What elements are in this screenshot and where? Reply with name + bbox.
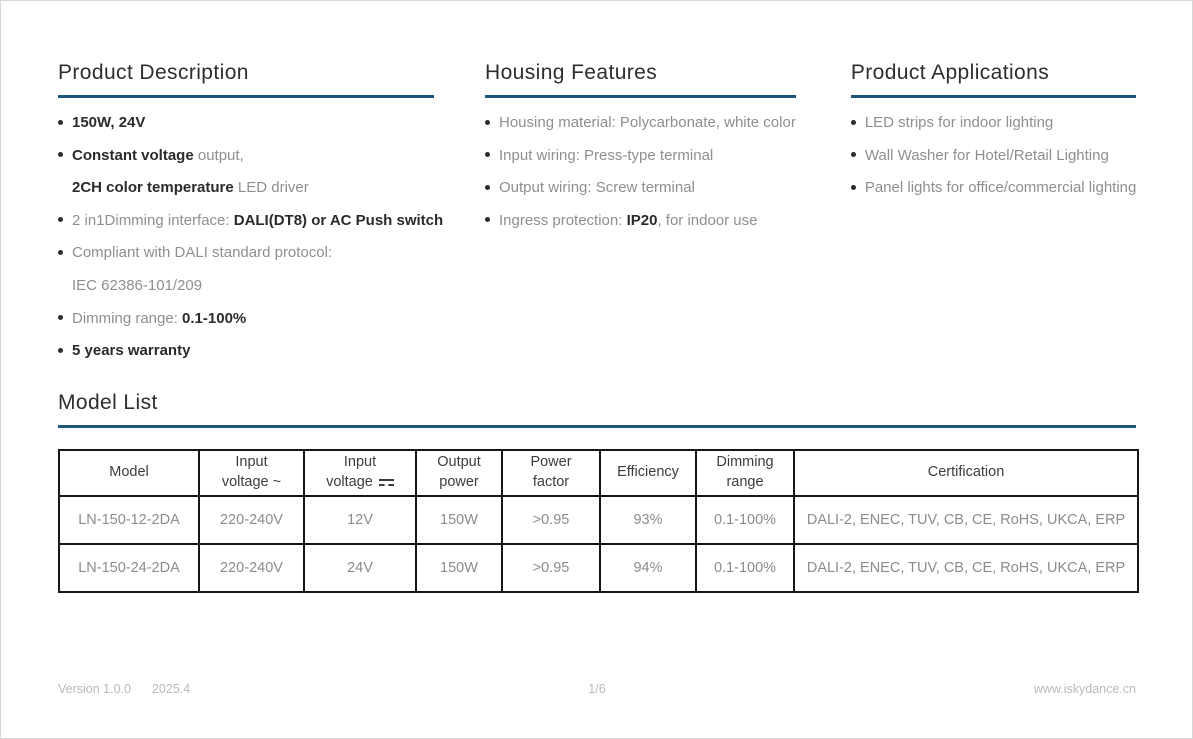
version-label: Version 1.0.0	[58, 682, 131, 696]
cell-efficiency: 94%	[600, 544, 696, 592]
list-item-continuation	[58, 270, 434, 303]
list-item	[485, 205, 796, 238]
date-label: 2025.4	[151, 682, 191, 696]
text-segment: LED strips for indoor lighting	[864, 114, 1054, 131]
bullet-icon	[58, 250, 63, 255]
section-title: Housing Features	[485, 61, 796, 98]
cell-certification: DALI-2, ENEC, TUV, CB, CE, RoHS, UKCA, ERP	[794, 496, 1138, 544]
cell-input-voltage-dc: 12V	[304, 496, 416, 544]
bullet-icon	[485, 152, 490, 157]
list-item	[485, 107, 796, 140]
cell-output-power: 150W	[416, 544, 502, 592]
text-segment: IP20	[626, 211, 658, 229]
text-segment: output,	[193, 146, 244, 164]
model-table	[58, 449, 1139, 593]
header-efficiency: Efficiency	[600, 450, 696, 496]
list-item	[851, 107, 1137, 140]
header-power-factor: Power factor	[502, 450, 600, 496]
footer-left	[58, 682, 190, 696]
list-item-continuation	[58, 172, 434, 205]
header-input-voltage-ac: Input voltage ~	[199, 450, 304, 496]
list-item	[58, 335, 434, 368]
bullet-icon	[851, 152, 856, 157]
bullet-icon	[851, 185, 856, 190]
header-model: Model	[59, 450, 199, 496]
text-segment: Input wiring: Press-type terminal	[499, 146, 714, 164]
table-header-row	[59, 450, 1138, 496]
text-segment: Housing material: Polycarbonate, white color	[499, 114, 796, 131]
text-segment: Output wiring: Screw terminal	[499, 179, 695, 197]
header-output-power: Output power	[416, 450, 502, 496]
cell-input-voltage-dc: 24V	[304, 544, 416, 592]
cell-model: LN-150-12-2DA	[59, 496, 199, 544]
cell-input-voltage-ac: 220-240V	[199, 544, 304, 592]
list-item	[851, 172, 1137, 205]
cell-efficiency: 93%	[600, 496, 696, 544]
bullet-icon	[58, 315, 63, 320]
text-segment: DALI(DT8) or AC Push switch	[233, 211, 444, 229]
text-segment: 2CH color temperature	[72, 179, 234, 197]
page-footer	[58, 682, 1136, 696]
section-product-description	[58, 61, 444, 368]
bullet-icon	[485, 217, 490, 222]
page-number: 1/6	[588, 682, 606, 696]
text-segment: Panel lights for office/commercial lighting	[864, 179, 1137, 197]
cell-input-voltage-ac: 220-240V	[199, 496, 304, 544]
bullet-icon	[485, 185, 490, 190]
text-segment: , for indoor use	[657, 211, 758, 229]
list-item	[58, 107, 434, 140]
page-content	[1, 1, 1192, 593]
cell-power-factor: >0.95	[502, 496, 600, 544]
bullet-icon	[58, 217, 63, 222]
header-certification: Certification	[794, 450, 1138, 496]
bullet-icon	[58, 348, 63, 353]
text-segment: Dimming range:	[72, 309, 183, 327]
text-segment: Ingress protection:	[499, 211, 627, 229]
text-segment: LED driver	[233, 179, 309, 197]
section-title: Product Description	[58, 61, 434, 98]
cell-dimming-range: 0.1-100%	[696, 544, 794, 592]
bullet-icon	[58, 152, 63, 157]
list-item	[58, 237, 434, 270]
cell-model: LN-150-24-2DA	[59, 544, 199, 592]
bullet-icon	[851, 120, 856, 125]
section-product-applications	[851, 61, 1137, 205]
table-row	[59, 544, 1138, 592]
list-item	[58, 205, 444, 238]
section-title: Product Applications	[851, 61, 1137, 98]
cell-output-power: 150W	[416, 496, 502, 544]
cell-certification: DALI-2, ENEC, TUV, CB, CE, RoHS, UKCA, ERP	[794, 544, 1138, 592]
list-item	[58, 140, 434, 173]
bullet-icon	[58, 120, 63, 125]
header-dimming-range: Dimming range	[696, 450, 794, 496]
text-segment: Wall Washer for Hotel/Retail Lighting	[864, 146, 1109, 164]
cell-dimming-range: 0.1-100%	[696, 496, 794, 544]
model-list-title: Model List	[58, 391, 1136, 428]
section-housing-features	[485, 61, 796, 237]
bullet-list	[485, 107, 796, 237]
list-item	[58, 303, 434, 336]
table-row	[59, 496, 1138, 544]
dc-symbol-icon	[379, 479, 394, 486]
text-segment: Constant voltage	[72, 146, 194, 164]
text-segment: 2 in1Dimming interface:	[72, 211, 234, 229]
text-segment: Compliant with DALI standard protocol:	[72, 244, 333, 262]
text-segment: 150W, 24V	[72, 114, 146, 131]
text-segment: 5 years warranty	[72, 342, 191, 360]
cell-power-factor: >0.95	[502, 544, 600, 592]
list-item	[485, 172, 796, 205]
section-model-list	[58, 391, 1136, 593]
text-segment: 0.1-100%	[182, 309, 247, 327]
list-item	[485, 140, 796, 173]
header-input-voltage-dc: Input voltage	[304, 450, 416, 496]
text-segment: IEC 62386-101/209	[72, 276, 203, 294]
bullet-list	[851, 107, 1137, 205]
bullet-list	[58, 107, 444, 368]
bullet-icon	[485, 120, 490, 125]
feature-columns	[58, 61, 1136, 368]
list-item	[851, 140, 1137, 173]
website-link: www.iskydance.cn	[1033, 682, 1136, 696]
